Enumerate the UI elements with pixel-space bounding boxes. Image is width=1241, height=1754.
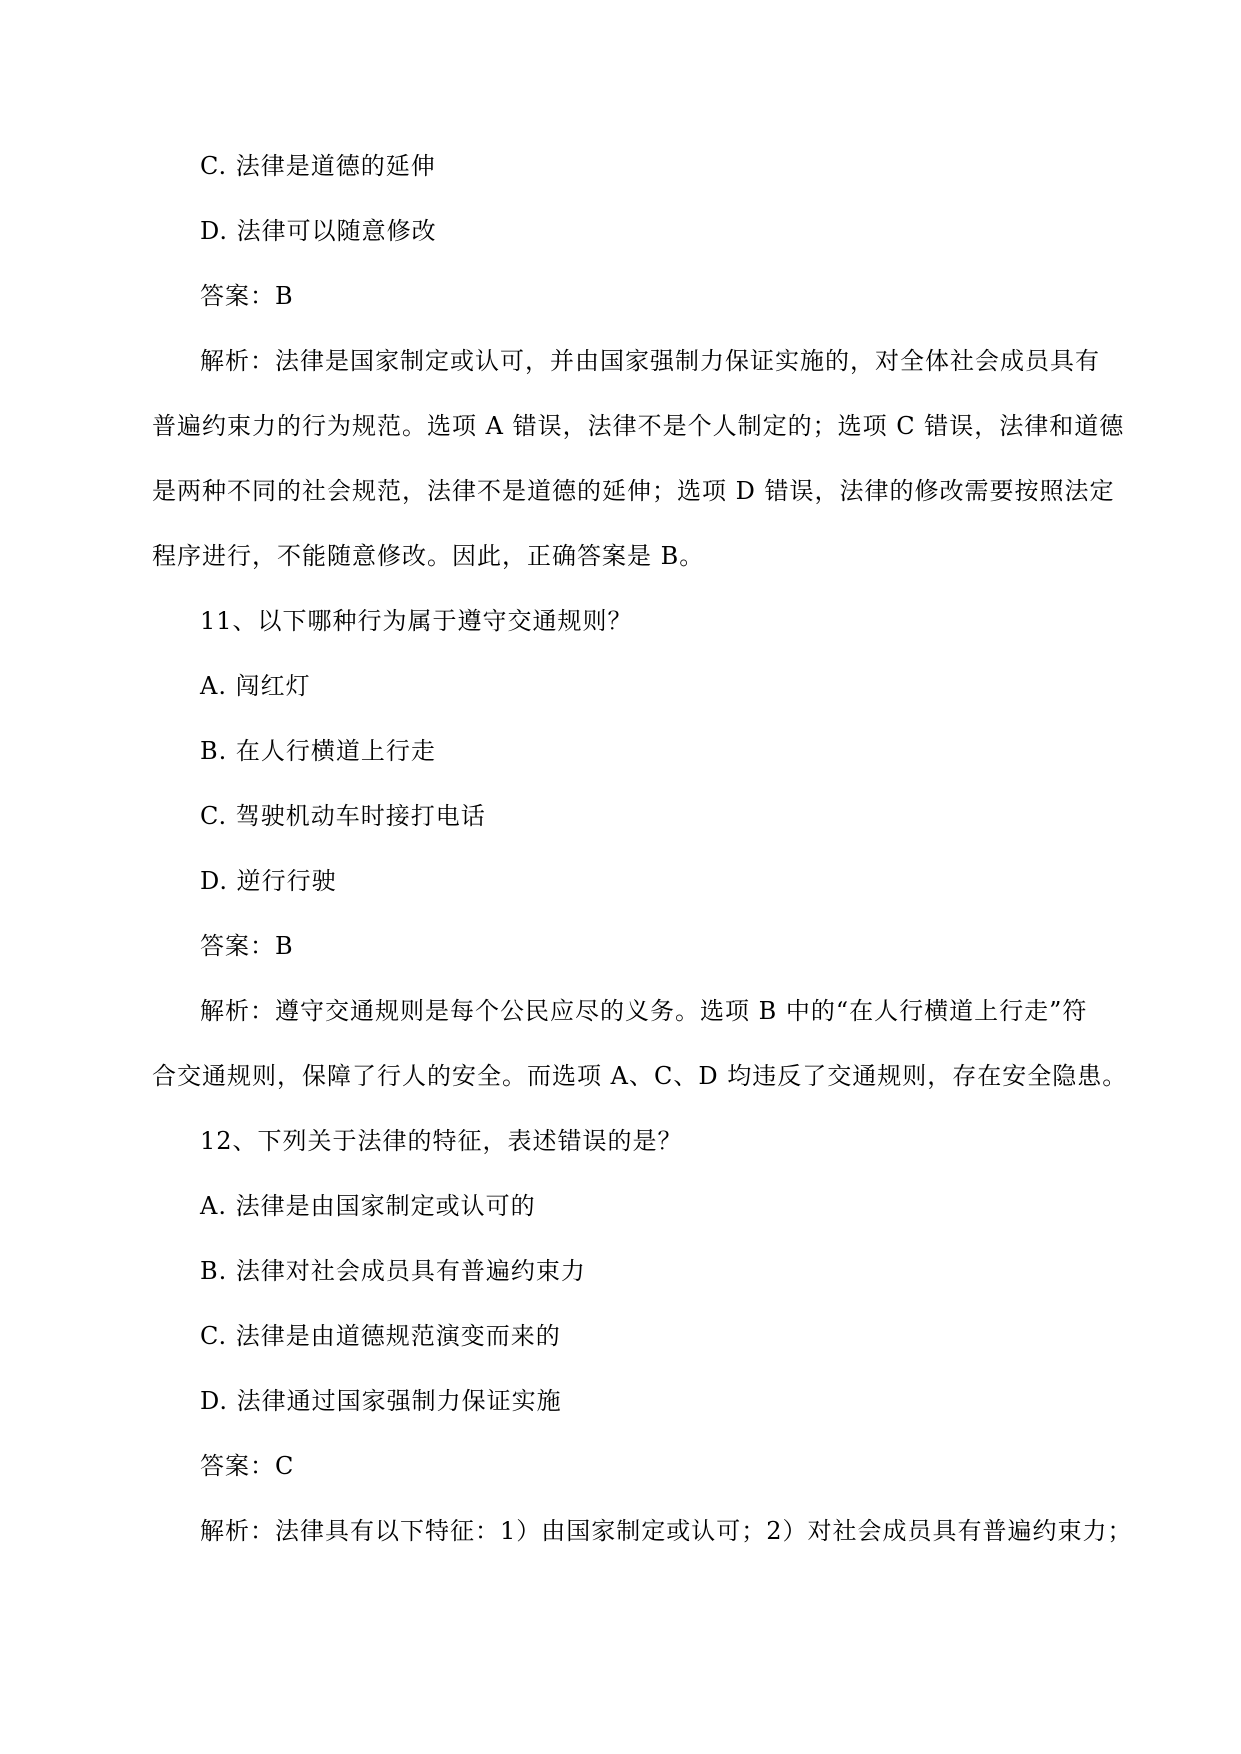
- q11-answer: 答案：B: [200, 932, 294, 960]
- q12-question: 12、下列关于法律的特征，表述错误的是？: [200, 1127, 683, 1155]
- q11-analysis-line-1: 解析：遵守交通规则是每个公民应尽的义务。选项 B 中的“在人行横道上行走”符: [200, 997, 1088, 1025]
- q11-option-d: D. 逆行行驶: [200, 867, 337, 895]
- q12-option-b: B. 法律对社会成员具有普遍约束力: [200, 1257, 586, 1285]
- q10-option-c: C. 法律是道德的延伸: [200, 152, 436, 180]
- q11-option-c: C. 驾驶机动车时接打电话: [200, 802, 486, 830]
- q11-option-b: B. 在人行横道上行走: [200, 737, 436, 765]
- q11-analysis-line-2: 合交通规则，保障了行人的安全。而选项 A、C、D 均违反了交通规则，存在安全隐患。: [152, 1062, 1128, 1090]
- q10-analysis-line-4: 程序进行，不能随意修改。因此，正确答案是 B。: [152, 542, 705, 570]
- q12-option-c: C. 法律是由道德规范演变而来的: [200, 1322, 561, 1350]
- q11-option-a: A. 闯红灯: [200, 672, 311, 700]
- q10-analysis-line-1: 解析：法律是国家制定或认可，并由国家强制力保证实施的，对全体社会成员具有: [200, 347, 1100, 375]
- q10-answer: 答案：B: [200, 282, 294, 310]
- q12-option-a: A. 法律是由国家制定或认可的: [200, 1192, 536, 1220]
- q10-analysis-line-2: 普遍约束力的行为规范。选项 A 错误，法律不是个人制定的；选项 C 错误，法律和道德: [152, 412, 1125, 440]
- q11-question: 11、以下哪种行为属于遵守交通规则？: [200, 607, 633, 635]
- q12-analysis-line-1: 解析：法律具有以下特征：1）由国家制定或认可；2）对社会成员具有普遍约束力；: [200, 1517, 1133, 1545]
- q12-answer: 答案：C: [200, 1452, 295, 1480]
- q12-option-d: D. 法律通过国家强制力保证实施: [200, 1387, 562, 1415]
- q10-option-d: D. 法律可以随意修改: [200, 217, 437, 245]
- q10-analysis-line-3: 是两种不同的社会规范，法律不是道德的延伸；选项 D 错误，法律的修改需要按照法定: [152, 477, 1115, 505]
